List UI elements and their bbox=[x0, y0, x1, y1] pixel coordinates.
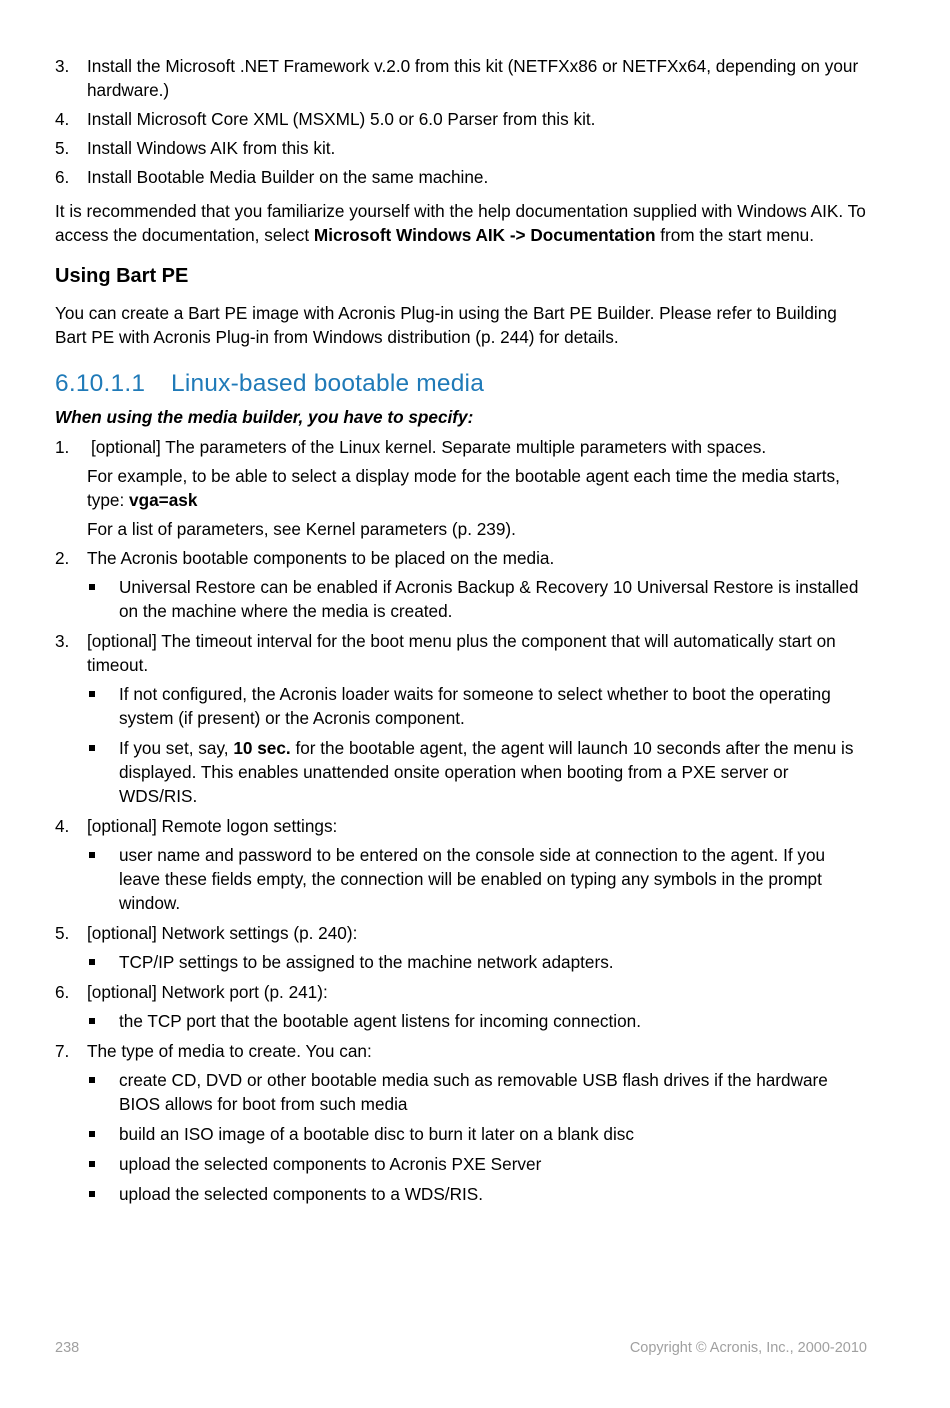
reference-paragraph: For a list of parameters, see Kernel parameters (p. 239). bbox=[87, 519, 516, 539]
bullet-text: TCP/IP settings to be assigned to the machine network adapters. bbox=[119, 952, 614, 972]
menu-path: Microsoft Windows AIK -> Documentation bbox=[313, 225, 656, 245]
list-item bbox=[55, 136, 870, 160]
example-paragraph bbox=[55, 464, 870, 512]
list-number: 1. bbox=[55, 437, 70, 457]
list-text: The Acronis bootable components to be placed on the media. bbox=[87, 548, 555, 568]
bullet-text: If not configured, the Acronis loader waits for someone to select whether to boot the operating system (if present) or the Acronis component. bbox=[119, 684, 831, 728]
bullet-text: If you set, say, bbox=[119, 738, 234, 758]
bullet-icon bbox=[89, 852, 95, 858]
bullet-text: the TCP port that the bootable agent listens for incoming connection. bbox=[119, 1011, 642, 1031]
list-number: 6. bbox=[55, 167, 70, 187]
list-number: 6. bbox=[55, 982, 70, 1002]
list-number: 2. bbox=[55, 548, 70, 568]
page-number: 238 bbox=[55, 1340, 80, 1356]
bullet-item bbox=[55, 1068, 870, 1116]
list-number: 3. bbox=[55, 631, 70, 651]
list-number: 4. bbox=[55, 816, 70, 836]
bullet-item bbox=[55, 1152, 870, 1176]
section-heading bbox=[55, 369, 870, 399]
list-text: Install Bootable Media Builder on the same machine. bbox=[87, 167, 489, 187]
list-number: 5. bbox=[55, 138, 70, 158]
aik-paragraph bbox=[55, 199, 870, 247]
bullet-item bbox=[55, 575, 870, 623]
page-content bbox=[55, 54, 870, 1212]
list-item bbox=[55, 546, 870, 570]
list-text: [optional] Network settings (p. 240): bbox=[87, 923, 358, 943]
list-text: [optional] Network port (p. 241): bbox=[87, 982, 328, 1002]
bullet-icon bbox=[89, 1018, 95, 1024]
code-value: vga=ask bbox=[129, 490, 198, 510]
bullet-text: upload the selected components to Acronis PXE Server bbox=[119, 1154, 542, 1174]
list-number: 3. bbox=[55, 56, 70, 76]
bullet-item bbox=[55, 1009, 870, 1033]
list-text: [optional] The timeout interval for the boot menu plus the component that will automatically start on timeout. bbox=[87, 631, 836, 675]
list-item bbox=[55, 435, 870, 459]
list-text: [optional] The parameters of the Linux kernel. Separate multiple parameters with spaces. bbox=[91, 437, 767, 457]
list-item bbox=[55, 54, 870, 102]
paragraph-text: For example, to be able to select a display mode for the bootable agent each time the media starts, type: bbox=[87, 466, 840, 510]
bullet-text: build an ISO image of a bootable disc to burn it later on a blank disc bbox=[119, 1124, 634, 1144]
list-item bbox=[55, 814, 870, 838]
list-item bbox=[55, 921, 870, 945]
bullet-text: user name and password to be entered on the console side at connection to the agent. If you leave these fields empty, the connection will be enabled on typing any symbols in the prompt window. bbox=[119, 845, 826, 913]
bullet-icon bbox=[89, 1161, 95, 1167]
bullet-item bbox=[55, 682, 870, 730]
bullet-text: for the bootable agent, the agent will launch 10 seconds after the menu is displayed. This enables unattended onsite operation when booting from a PXE server or WDS/RIS. bbox=[119, 738, 854, 806]
bullet-item bbox=[55, 950, 870, 974]
copyright-text: Copyright © Acronis, Inc., 2000-2010 bbox=[629, 1340, 867, 1356]
section-lead: When using the media builder, you have to specify: bbox=[55, 407, 474, 427]
bullet-text: create CD, DVD or other bootable media such as removable USB flash drives if the hardware BIOS allows for boot from such media bbox=[119, 1070, 828, 1114]
bart-pe-heading: Using Bart PE bbox=[55, 265, 189, 287]
list-number: 7. bbox=[55, 1041, 70, 1061]
list-item bbox=[55, 629, 870, 677]
bullet-text: upload the selected components to a WDS/RIS. bbox=[119, 1184, 484, 1204]
list-item bbox=[55, 165, 870, 189]
list-item bbox=[55, 1039, 870, 1063]
list-number: 5. bbox=[55, 923, 70, 943]
bullet-icon bbox=[89, 584, 95, 590]
bullet-icon bbox=[89, 691, 95, 697]
section-number: 6.10.1.1 bbox=[55, 370, 146, 397]
bullet-icon bbox=[89, 1191, 95, 1197]
bullet-item bbox=[55, 1182, 870, 1206]
bullet-item bbox=[55, 843, 870, 915]
list-number: 4. bbox=[55, 109, 70, 129]
paragraph-text: from the start menu. bbox=[655, 225, 815, 245]
section-title: Linux-based bootable media bbox=[171, 370, 485, 397]
bart-pe-paragraph: You can create a Bart PE image with Acronis Plug-in using the Bart PE Builder. Please refer to Building Bart PE with Acronis Plug-in from Windows distribution (p. 244) for details. bbox=[55, 303, 837, 347]
list-text: Install Windows AIK from this kit. bbox=[87, 138, 336, 158]
bullet-icon bbox=[89, 1077, 95, 1083]
paragraph-text: It is recommended that you familiarize yourself with the help documentation supplied with Windows AIK. To access the documentation, select bbox=[55, 201, 866, 245]
bullet-icon bbox=[89, 1131, 95, 1137]
bullet-icon bbox=[89, 745, 95, 751]
bullet-icon bbox=[89, 959, 95, 965]
list-text: Install Microsoft Core XML (MSXML) 5.0 or 6.0 Parser from this kit. bbox=[87, 109, 596, 129]
list-text: [optional] Remote logon settings: bbox=[87, 816, 338, 836]
list-text: The type of media to create. You can: bbox=[87, 1041, 372, 1061]
bullet-item bbox=[55, 1122, 870, 1146]
list-text: Install the Microsoft .NET Framework v.2.0 from this kit (NETFXx86 or NETFXx64, depending on your hardware.) bbox=[87, 56, 859, 100]
list-item bbox=[55, 980, 870, 1004]
timeout-value: 10 sec. bbox=[233, 738, 291, 758]
bullet-text: Universal Restore can be enabled if Acronis Backup & Recovery 10 Universal Restore is installed on the machine where the media is created. bbox=[119, 577, 859, 621]
bullet-item bbox=[55, 736, 870, 808]
list-item bbox=[55, 107, 870, 131]
